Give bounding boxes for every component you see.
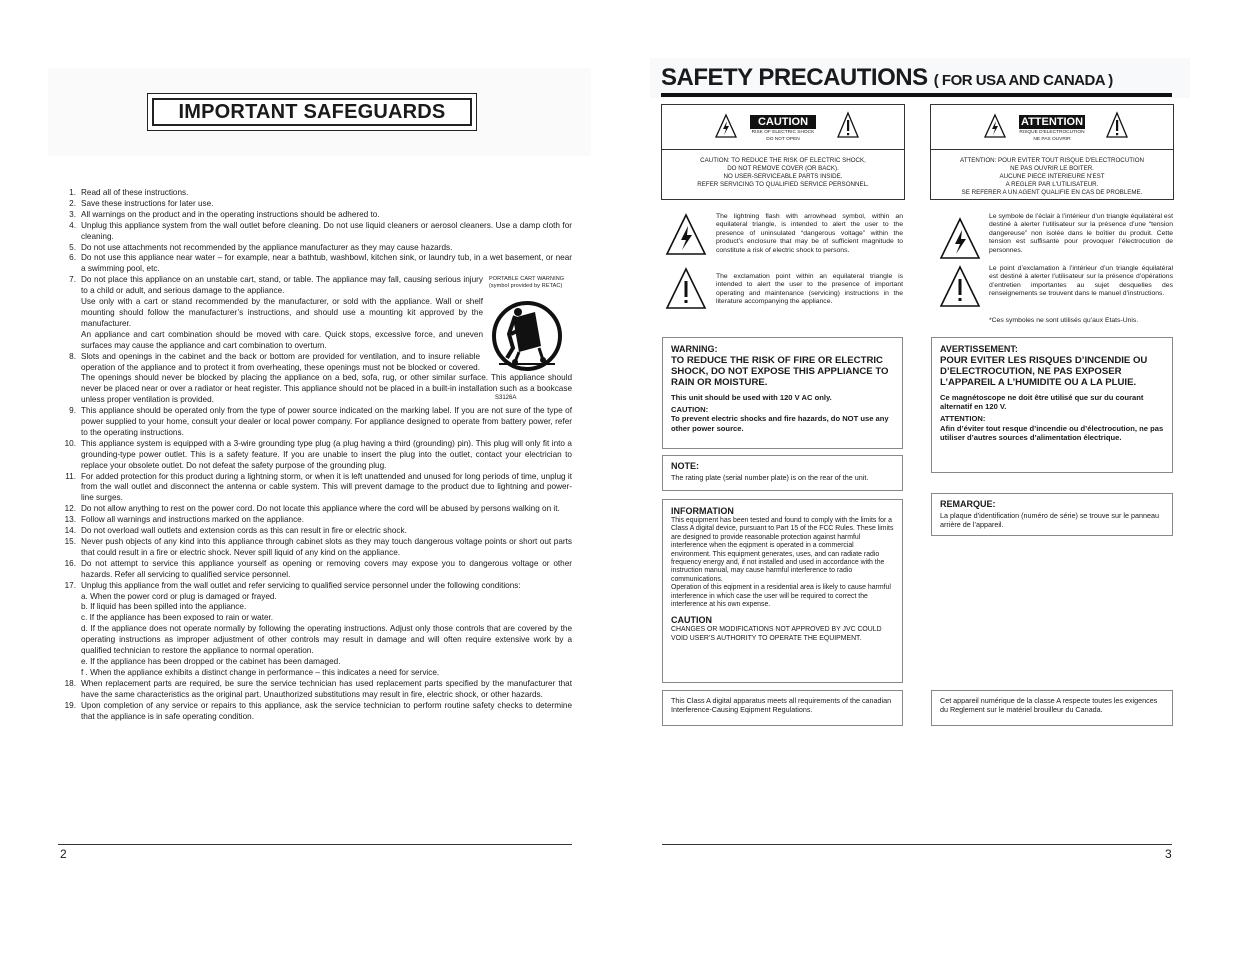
safeguard-text: Unplug this appliance from the wall outlet and refer servicing to qualified service personnel under the following conditions: — [81, 580, 521, 590]
symbols-note-fr: *Ces symboles ne sont utilisés qu’aux Etats-Unis. — [989, 317, 1139, 324]
remarque-heading: REMARQUE: — [940, 499, 996, 509]
safeguard-item — [60, 406, 572, 439]
class-a-en-box — [662, 690, 903, 726]
class-a-fr: Cet appareil numérique de la classe A respecte toutes les exigences du Reglement sur le matériel brouilleur du Canada. — [940, 696, 1158, 714]
warning-caution-heading: CAUTION: — [671, 405, 709, 415]
safeguard-item — [60, 439, 572, 472]
lightning-triangle-icon — [664, 212, 708, 258]
avert-voltage: Ce magnétoscope ne doit être utilisé que sur du courant alternatif en 120 V. — [940, 392, 1144, 412]
safeguards-list — [60, 188, 572, 722]
attention-small-1: RISQUE D'ELECTROCUTION — [1019, 130, 1085, 135]
caution-line: NO USER-SERVICEABLE PARTS INSIDE. — [723, 173, 843, 180]
safeguard-text: Slots and openings in the cabinet and the back or bottom are provided for ventilation, and to insure reliable operation of the appliance and to protect it from overheating, these openings must not be blocked or covered. The openings should never be blocked by placing the appliance on a bed, sofa, rug, or other similar surface. This appliance should never be placed near or over a radiator or heat register. This appliance should not be placed in a built-in installation such as a bookcase unless proper ventilation is provided. — [81, 351, 572, 405]
note-body: The rating plate (serial number plate) is on the rear of the unit. — [671, 473, 869, 482]
attention-label-top — [931, 105, 1173, 150]
safeguard-item — [60, 559, 572, 581]
portable-cart-warning — [489, 276, 573, 401]
right-footer-rule — [662, 844, 1172, 845]
warning-heading: WARNING: — [671, 344, 718, 354]
safeguard-item — [60, 472, 572, 505]
safeguard-text: Do not use attachments not recommended by the appliance manufacturer as they may cause hazards. — [81, 242, 453, 252]
caution-label: CAUTION — [750, 115, 816, 129]
safeguard-item — [60, 504, 572, 515]
safeguard-item — [60, 243, 572, 254]
attention-lines — [931, 157, 1173, 197]
safeguard-item — [60, 253, 572, 275]
safeguard-text: Do not place this appliance on an unstable cart, stand, or table. The appliance may fall, causing serious injury to a child or adult, and serious damage to the appliance. — [81, 275, 483, 296]
safeguard-item — [60, 581, 572, 679]
safeguard-text: When replacement parts are required, be sure the service technician has used replacement parts specified by the manufacturer that have the same characteristics as the original part. Unauthorized substitutions may result in fire, electric shock, or other hazards. — [81, 678, 572, 699]
note-heading: NOTE: — [671, 461, 699, 471]
class-a-en: This Class A digital apparatus meets all requirements of the canadian Interference-Causing Eqipment Regulations. — [671, 696, 892, 714]
caution-line: CAUTION: TO REDUCE THE RISK OF ELECTRIC SHOCK, — [700, 157, 866, 164]
safeguard-number: 14. — [64, 526, 76, 536]
exclamation-triangle-icon — [938, 264, 982, 310]
safeguard-item — [60, 526, 572, 537]
safeguard-number: 1. — [69, 188, 76, 197]
remarque-box — [931, 493, 1173, 536]
attention-line: AUCUNE PIECE INTERIEURE N'EST — [999, 173, 1105, 180]
safeguards-heading: IMPORTANT SAFEGUARDS — [152, 98, 472, 126]
safeguard-text: Unplug this appliance system from the wall outlet before cleaning. Do not use liquid cleaners or aerosol cleaners. Use a damp cloth for cleaning. — [81, 220, 572, 241]
right-page-number: 3 — [1165, 847, 1172, 861]
safeguards-heading-box — [147, 93, 477, 131]
exclamation-triangle-icon — [664, 266, 708, 312]
lightning-explanation-en: The lightning flash with arrowhead symbol, within an equilateral triangle, is intended to alert the user to the presence of uninsulated “dangerous voltage” within the product’s enclosure that may be of sufficient magnitude to constitute a risk of electric shock to persons. — [716, 213, 903, 254]
safeguard-number: 13. — [64, 515, 76, 525]
warning-body: TO REDUCE THE RISK OF FIRE OR ELECTRIC SHOCK, DO NOT EXPOSE THIS APPLIANCE TO RAIN OR MOISTURE. — [671, 355, 889, 389]
avert-body: POUR EVITER LES RISQUES D’INCENDIE OU D’ELECTROCUTION, NE PAS EXPOSER L’APPAREIL A L’HUMIDITE OU A LA PLUIE. — [940, 355, 1148, 389]
safeguard-number: 11. — [65, 471, 76, 481]
avertissement-box — [931, 337, 1173, 473]
safeguard-text: Follow all warnings and instructions marked on the appliance. — [81, 515, 305, 525]
condition-item: b. If liquid has been spilled into the appliance. — [81, 602, 247, 612]
safeguard-text: Read all of these instructions. — [81, 188, 189, 197]
safeguard-text-cont: An appliance and cart combination should be moved with care. Quick stops, excessive force, and uneven surfaces may cause the appliance and cart combination to overturn. — [81, 329, 483, 350]
caution-center — [750, 115, 816, 143]
lightning-explanation-fr: Le symbole de l’éclair à l’intérieur d’un triangle équilatéral est destiné à alerter l’utilisateur sur la présence d’une “tension dangereuse” non isolée dans le boîtier du produit. Cette tension est suffisante pour provoquer l’électrocution de personnes. — [989, 213, 1173, 254]
attention-small-2: NE PAS OUVRIR — [1033, 137, 1071, 142]
condition-item: a. When the power cord or plug is damaged or frayed. — [81, 591, 277, 601]
avert-heading: AVERTISSEMENT: — [940, 344, 1018, 354]
safeguard-number: 19. — [64, 700, 76, 710]
info-caution-heading: CAUTION — [671, 615, 712, 626]
safeguard-text-cont: Use only with a cart or stand recommended by the manufacturer, or sold with the appliance. Wall or shelf mounting should follow the manufacturer’s instructions, and should use a mounting kit approved by the manufacturer. — [81, 297, 483, 328]
attention-line: A REGLER PAR L'UTILISATEUR. — [1005, 181, 1099, 188]
safeguard-item — [60, 679, 572, 701]
safeguard-item — [60, 210, 572, 221]
safeguard-text: Do not use this appliance near water – for example, near a bathtub, washbowl, kitchen sink, or laundry tub, in a wet basement, or near a swimming pool, etc. — [81, 253, 572, 274]
safeguard-text: Do not attempt to service this appliance yourself as opening or removing covers may expose you to dangerous voltage or other hazards. Refer all servicing to qualified service personnel. — [81, 558, 572, 579]
caution-small-2: DO NOT OPEN — [766, 137, 800, 142]
safeguard-number: 5. — [69, 242, 76, 252]
lightning-triangle-icon — [983, 113, 1007, 139]
exclamation-triangle-icon — [1105, 111, 1129, 139]
safeguard-text: All warnings on the product and in the operating instructions should be adhered to. — [81, 209, 380, 219]
attention-line: NE PAS OUVRIR LE BOITER. — [1010, 165, 1094, 172]
safeguard-text: Do not allow anything to rest on the power cord. Do not locate this appliance where the cord will be abused by persons walking on it. — [81, 504, 560, 514]
lightning-triangle-icon — [714, 113, 738, 139]
note-box — [662, 455, 903, 491]
safety-title-main: SAFETY PRECAUTIONS — [661, 64, 928, 91]
exclamation-explanation-fr: Le point d’exclamation à l’intérieur d’un triangle équilatéral est destiné à alerter l’utilisateur sur la présence d’opérations d’entretien importantes au sujet desquelles des renseignements se trouvent dans le manuel d’instructions. — [989, 265, 1173, 298]
caution-line: REFER SERVICING TO QUALIFIED SERVICE PERSONNEL. — [697, 181, 869, 188]
left-page-number: 2 — [60, 847, 67, 861]
safeguard-number: 4. — [69, 220, 76, 230]
safeguard-text: Do not overload wall outlets and extension cords as this can result in fire or electric shock. — [81, 526, 407, 536]
safeguard-number: 9. — [69, 406, 76, 416]
info-body-2: Operation of this eqipment in a residential area is likely to cause harmful interference in which case the user will be required to correct the interference at his own expense. — [671, 584, 891, 609]
safeguard-number: 6. — [69, 253, 76, 263]
attention-label: ATTENTION — [1020, 116, 1084, 128]
avert-attention-body: Afin d’éviter tout resque d’incendie ou d’électrocution, ne pas utiliser d’autres sources d’alimentation électrique. — [940, 423, 1164, 443]
safeguard-number: 3. — [69, 209, 76, 219]
left-footer-rule — [58, 844, 572, 845]
info-body: This equipment has been tested and found to comply with the limits for a Class A digital device, pursuant to Part 15 of the FCC Rules. These limits are designed to provide reasonable protection against harmful interference when the eqipment is operated in a commercial environment. This equipment generates, uses, and can radiate radio frequency energy and, if not installed and used in accordance with the instruction manual, may cause harmful interference to radio communications. — [671, 517, 894, 583]
safeguard-item — [60, 188, 572, 199]
condition-item: f . When the appliance exhibits a distinct change in performance – this indicates a need for service. — [81, 667, 440, 677]
safeguard-number: 7. — [69, 275, 76, 285]
safeguard-text: Save these instructions for later use. — [81, 198, 214, 208]
caution-label-box — [661, 104, 905, 200]
safeguard-item — [60, 701, 572, 723]
title-rule — [661, 93, 1172, 97]
cart-caption-sub: (symbol provided by RETAC) — [489, 283, 563, 289]
safeguard-text: Upon completion of any service or repairs to this appliance, ask the service technician to perform routine safety checks to determine that the appliance is in safe operating condition. — [81, 700, 572, 721]
cart-tipover-icon — [489, 290, 569, 380]
condition-item: d. If the appliance does not operate normally by following the operating instructions. Adjust only those controls that are covered by the operating instructions as improper adjustment of other controls may result in damage and will often require extensive work by a qualified technician to restore the appliance to normal operation. — [81, 624, 572, 656]
attention-center — [1019, 115, 1085, 143]
caution-lines — [662, 157, 904, 189]
warning-voltage: This unit should be used with 120 V AC only. — [671, 392, 832, 402]
safeguard-item — [60, 221, 572, 243]
safeguard-text: Never push objects of any kind into this appliance through cabinet slots as they may touch dangerous voltage points or short out parts that could result in a fire or electric shock. Never spill liquid of any kind on the appliance. — [81, 537, 572, 557]
safeguard-text: This appliance system is equipped with a 3-wire grounding type plug (a plug having a third (grounding) pin). This plug will only fit into a grounding-type power outlet. This is a safety feature. If you are unable to insert the plug into the outlet, contact your electrician to replace your obsolete outlet. Do not defeat the safety purpose of the grounding plug. — [81, 438, 572, 470]
condition-item: e. If the appliance has been dropped or the cabinet has been damaged. — [81, 656, 341, 666]
safeguard-text: This appliance should be operated only from the type of power source indicated on the marking label. If you are not sure of the type of power supplied to your home, consult your dealer or local power company. For appliance designed to operate from battery power, refer to the operating instructions. — [81, 406, 572, 437]
exclamation-explanation-en: The exclamation point within an equilateral triangle is intended to alert the user to the presence of important operating and maintenance (servicing) instructions in the literature accompanying the appliance. — [716, 273, 903, 306]
safeguard-text: For added protection for this product during a lightning storm, or when it is left unattended and unused for long periods of time, unplug it from the wall outlet and disconnect the antenna or cable system. This will prevent damage to the product due to lightning and power-line surges. — [81, 471, 572, 503]
safeguard-item — [60, 537, 572, 559]
attention-label-box — [930, 104, 1174, 200]
attention-line: ATTENTION: POUR EVITER TOUT RISQUE D'ELECTROCUTION — [960, 157, 1144, 164]
info-heading: INFORMATION — [671, 506, 734, 516]
safety-title — [661, 64, 1113, 92]
safeguard-number: 2. — [69, 198, 76, 208]
exclamation-triangle-icon — [836, 111, 860, 139]
safeguard-item — [60, 199, 572, 210]
safeguard-number: 8. — [69, 351, 76, 361]
cart-caption: PORTABLE CART WARNING — [489, 276, 565, 282]
warning-caution-body: To prevent electric shocks and fire hazards, do NOT use any other power source. — [671, 414, 889, 433]
cart-code: S3126A — [495, 395, 517, 401]
information-box — [662, 499, 903, 683]
info-caution-body: CHANGES OR MODIFICATIONS NOT APPROVED BY JVC COULD VOID USER’S AUTHORITY TO OPERATE THE EQUIPMENT. — [671, 626, 882, 642]
class-a-fr-box — [931, 690, 1173, 726]
caution-small-1: RISK OF ELECTRIC SHOCK — [751, 130, 815, 135]
lightning-triangle-icon — [938, 216, 982, 262]
safeguard-number: 12. — [64, 504, 76, 514]
safeguard-number: 15. — [64, 537, 76, 546]
attention-line: SE REFERER A UN AGENT QUALIFIE EN CAS DE PROBLEME. — [961, 189, 1143, 196]
caution-label-top — [662, 105, 904, 150]
safeguard-number: 18. — [64, 678, 76, 688]
caution-line: DO NOT REMOVE COVER (OR BACK). — [727, 165, 839, 172]
safeguard-number: 17. — [64, 580, 76, 590]
condition-item: c. If the appliance has been exposed to rain or water. — [81, 613, 274, 623]
avert-attention-heading: ATTENTION: — [940, 414, 986, 424]
warning-box — [662, 337, 903, 449]
remarque-body: La plaque d’identification (numéro de série) se trouve sur le panneau arrière de l’appareil. — [940, 511, 1159, 529]
safeguard-number: 16. — [64, 558, 76, 568]
safeguard-item — [60, 515, 572, 526]
safeguard-number: 10. — [64, 438, 76, 448]
safety-title-suffix: ( FOR USA AND CANADA ) — [933, 72, 1113, 89]
